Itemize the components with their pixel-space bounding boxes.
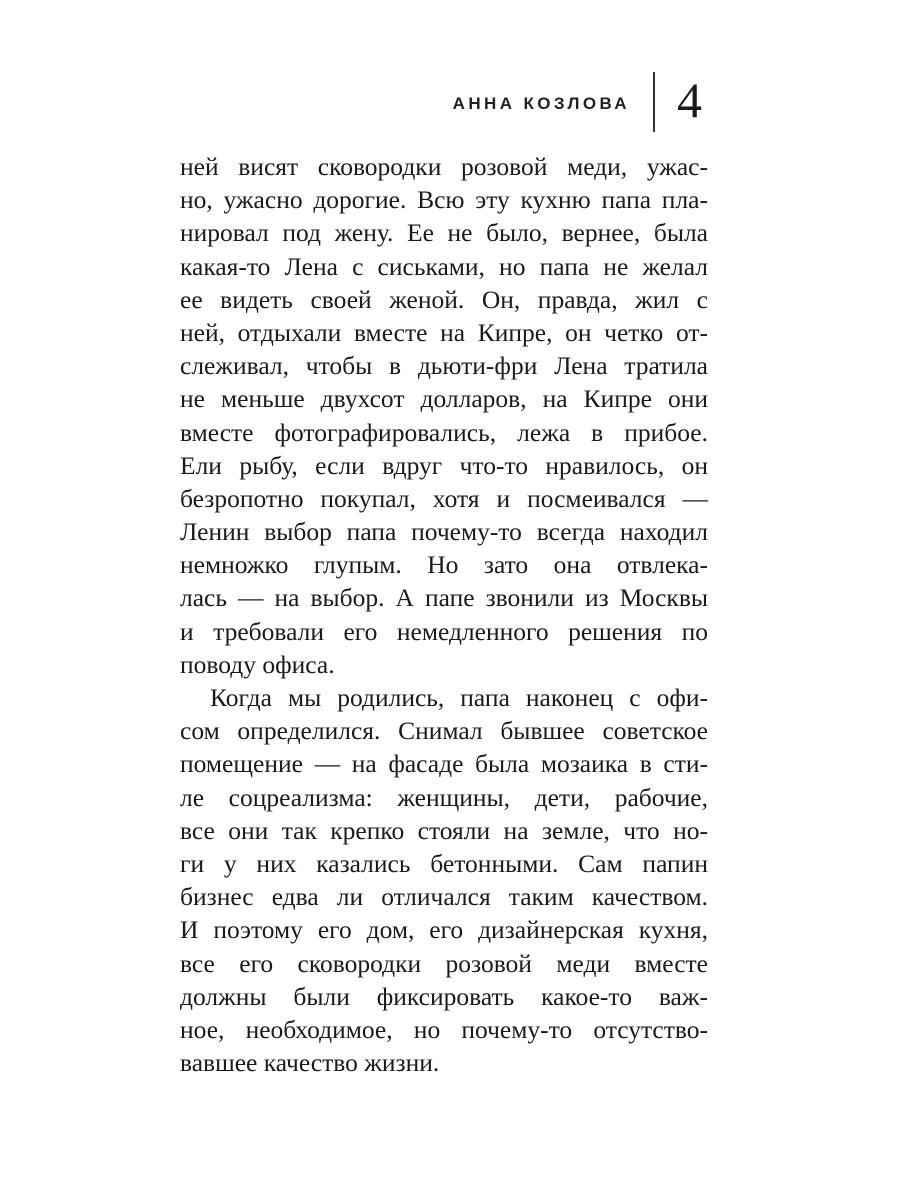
paragraph-first-line: Когда мы родились, папа наконец с офи- — [210, 683, 708, 712]
running-header — [0, 72, 900, 134]
text-line: Ленин выбор папа почему-то всегда находил — [180, 517, 708, 547]
text-line: и требовали его немедленного решения по — [180, 616, 708, 646]
text-line: слеживал, чтобы в дьюти-фри Лена тратила — [180, 351, 708, 381]
text-line: немножко глупым. Но зато она отвлека- — [180, 550, 708, 580]
paragraph-last-line: поводу офиса. — [180, 649, 335, 679]
text-line: нировал под жену. Ее не было, вернее, была — [180, 218, 708, 248]
text-line: ней, отдыхали вместе на Кипре, он четко от- — [180, 317, 708, 347]
text-line: сом определился. Снимал бывшее советское — [180, 716, 708, 746]
text-line: ней висят сковородки розовой меди, ужас- — [180, 152, 708, 181]
paragraph-last-line: вавшее качество жизни. — [180, 1048, 440, 1078]
text-line: ле соцреализма: женщины, дети, рабочие, — [180, 782, 708, 812]
text-line: бизнес едва ли отличался таким качеством. — [180, 882, 708, 912]
text-line: лась — на выбор. А папе звонили из Москвы — [180, 583, 708, 613]
text-line: безропотно покупал, хотя и посмеивался — — [180, 483, 708, 513]
text-line: Ели рыбу, если вдруг что-то нравилось, он — [180, 450, 708, 480]
text-line: ное, необходимое, но почему-то отсутство- — [180, 1014, 708, 1044]
body-text — [180, 150, 708, 1079]
author-name: АННА КОЗЛОВА — [452, 94, 630, 113]
text-line: вместе фотографировались, лежа в прибое. — [180, 417, 708, 447]
text-line: все его сковородки розовой меди вместе — [180, 948, 708, 978]
text-line: не меньше двухсот долларов, на Кипре они — [180, 384, 708, 414]
text-line: ги у них казались бетонными. Сам папин — [180, 848, 708, 878]
page-number: 4 — [677, 72, 702, 128]
text-line: ее видеть своей женой. Он, правда, жил с — [180, 284, 708, 314]
text-line: И поэтому его дом, его дизайнерская кухня, — [180, 915, 708, 945]
text-line: все они так крепко стояли на земле, что но- — [180, 815, 708, 845]
text-line: но, ужасно дорогие. Всю эту кухню папа пла- — [180, 185, 708, 215]
header-divider — [653, 72, 655, 132]
text-line: помещение — на фасаде была мозаика в сти- — [180, 749, 708, 779]
text-line: какая-то Лена с сиськами, но папа не желал — [180, 251, 708, 281]
text-line: должны были фиксировать какое-то важ- — [180, 981, 708, 1011]
